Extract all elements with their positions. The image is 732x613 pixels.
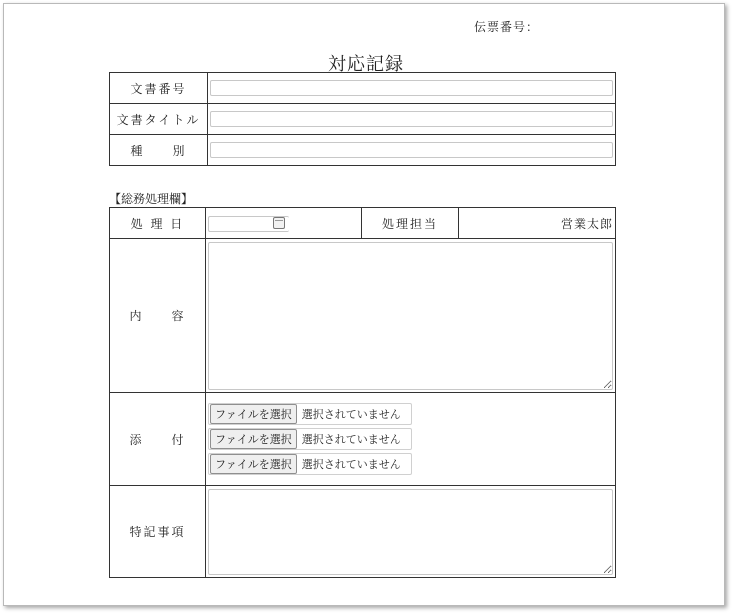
file-select-button[interactable]: ファイルを選択 <box>210 404 297 424</box>
doc-title-label: 文書タイトル <box>110 104 208 135</box>
doc-number-cell <box>208 73 616 104</box>
table-row <box>110 135 616 166</box>
table-row <box>110 239 616 393</box>
file-status: 選択されていません <box>301 408 401 421</box>
process-date-cell <box>206 208 362 239</box>
type-input[interactable] <box>210 142 613 158</box>
content-label: 内 容 <box>110 239 206 393</box>
file-select-button[interactable]: ファイルを選択 <box>210 454 297 474</box>
attach-label: 添 付 <box>110 393 206 486</box>
table-row <box>110 486 616 578</box>
notes-cell <box>206 486 616 578</box>
content-cell <box>206 239 616 393</box>
slip-number-label: 伝票番号： <box>474 20 540 34</box>
notes-textarea[interactable] <box>208 489 613 575</box>
calendar-icon[interactable] <box>273 217 285 229</box>
table-row <box>110 393 616 486</box>
process-date-label: 処 理 日 <box>110 208 206 239</box>
process-table <box>109 207 616 578</box>
file-select-button[interactable]: ファイルを選択 <box>210 429 297 449</box>
file-status: 選択されていません <box>301 458 401 471</box>
process-person-value: 営業太郎 <box>459 208 616 239</box>
doc-title-input[interactable] <box>210 111 613 127</box>
doc-number-label: 文書番号 <box>110 73 208 104</box>
file-input-1[interactable] <box>208 403 412 425</box>
document-info-table <box>109 72 616 166</box>
type-cell <box>208 135 616 166</box>
type-label: 種 別 <box>110 135 208 166</box>
date-picker <box>206 208 361 238</box>
page-title: 対応記録 <box>328 54 404 75</box>
doc-title-cell <box>208 104 616 135</box>
notes-label: 特記事項 <box>110 486 206 578</box>
table-row <box>110 104 616 135</box>
process-person-label: 処理担当 <box>362 208 459 239</box>
section-label: 【総務処理欄】 <box>109 192 194 206</box>
content-textarea[interactable] <box>208 242 613 390</box>
doc-number-input[interactable] <box>210 80 613 96</box>
attach-cell <box>206 393 616 486</box>
file-status: 選択されていません <box>301 433 401 446</box>
file-input-2[interactable] <box>208 428 412 450</box>
table-row <box>110 73 616 104</box>
table-row <box>110 208 616 239</box>
file-input-3[interactable] <box>208 453 412 475</box>
